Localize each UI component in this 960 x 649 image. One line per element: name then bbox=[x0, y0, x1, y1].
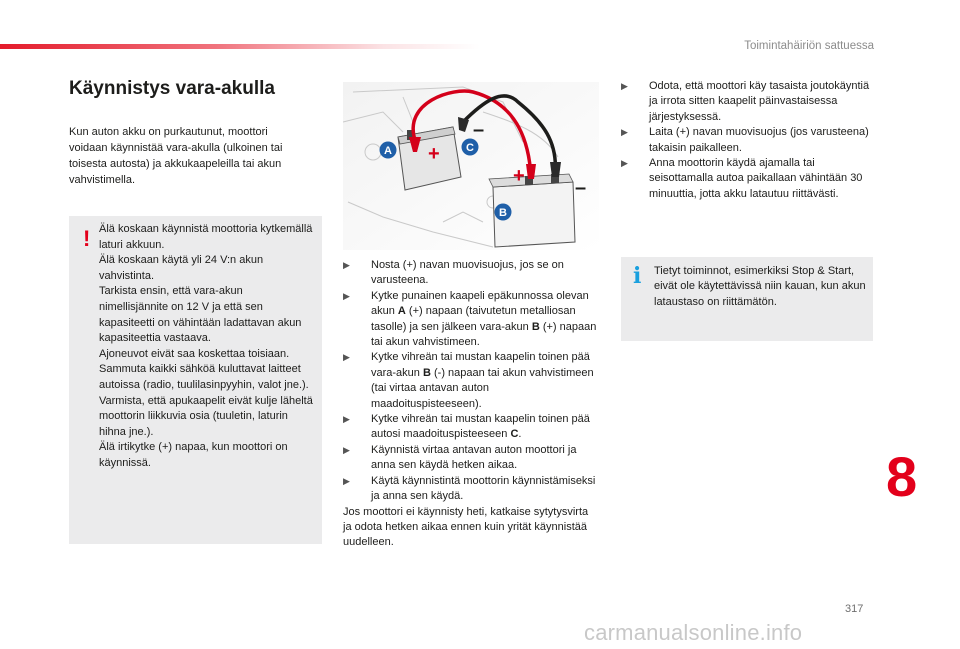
warning-text bbox=[99, 222, 314, 472]
step-text: Laita (+) navan muovisuojus (jos varusteena) takaisin paikalleen. bbox=[649, 126, 869, 154]
warning-line: Ajoneuvot eivät saa koskettaa toisiaan. bbox=[99, 347, 290, 360]
warning-line: Älä irtikytke (+) napaa, kun moottori on käynnissä. bbox=[99, 441, 288, 469]
step-text: . bbox=[518, 428, 522, 441]
label-a bbox=[380, 142, 397, 159]
steps-right-column bbox=[621, 79, 873, 202]
battery-ref: B bbox=[422, 366, 431, 379]
plus-sign-b: + bbox=[513, 165, 525, 187]
label-b-text: B bbox=[499, 207, 507, 219]
minus-sign-b: – bbox=[575, 177, 587, 199]
steps-right-list bbox=[621, 79, 873, 202]
exclamation-icon: ! bbox=[83, 226, 91, 251]
bullet-icon: ▶ bbox=[343, 290, 350, 301]
list-item bbox=[343, 474, 599, 505]
jump-start-illustration bbox=[343, 82, 599, 250]
list-item bbox=[621, 156, 873, 202]
list-item bbox=[621, 125, 873, 156]
step-text: (+) napaan (taivutetun metalliosan tasolle) ja sen jälkeen vara-akun bbox=[371, 305, 576, 333]
warning-line: Älä koskaan käynnistä moottoria kytkemällä laturi akkuun. bbox=[99, 223, 313, 251]
bullet-icon: ▶ bbox=[621, 81, 628, 91]
label-c bbox=[462, 139, 479, 156]
intro-paragraph: Kun auton akku on purkautunut, moottori voidaan käynnistää vara-akulla (ulkoinen tai toisesta autosta) ja akkukaapeleilla tai akun vahvistimella. bbox=[69, 126, 283, 186]
warning-line: Sammuta kaikki sähköä kuluttavat laitteet autoissa (radio, tuulilasinpyyhin, valot jne.). bbox=[99, 363, 309, 391]
list-item bbox=[343, 258, 599, 289]
section-header: Toimintahäiriön sattuessa bbox=[744, 40, 874, 52]
steps-middle-column bbox=[343, 258, 599, 551]
step-text: Kytke punainen kaapeli epäkunnossa olevan akun bbox=[371, 289, 589, 318]
warning-line: Varmista, että apukaapelit eivät kulje läheltä moottorin liikkuvia osia (tuuletin, laturin hihna jne.). bbox=[99, 394, 313, 438]
info-box bbox=[621, 257, 873, 341]
step-text: Odota, että moottori käy tasaista joutokäyntiä ja irrota sitten kaapelit päinvastaisessa järjestyksessä. bbox=[649, 80, 870, 123]
bullet-icon: ▶ bbox=[621, 158, 628, 169]
step-text: Käytä käynnistintä moottorin käynnistämiseksi ja anna sen käydä. bbox=[371, 474, 596, 503]
step-text: Nosta (+) navan muovisuojus, jos se on varusteena. bbox=[371, 259, 564, 287]
bullet-icon: ▶ bbox=[343, 414, 350, 425]
steps-middle-list bbox=[343, 258, 599, 505]
step-text: Kytke vihreän tai mustan kaapelin toinen pää autosi maadoituspisteeseen bbox=[371, 413, 590, 441]
bullet-icon: ▶ bbox=[343, 475, 350, 486]
page-title: Käynnistys vara-akulla bbox=[69, 78, 275, 99]
list-item bbox=[621, 79, 873, 125]
list-item bbox=[343, 350, 599, 412]
list-item bbox=[343, 412, 599, 443]
step-text: Anna moottorin käydä ajamalla tai seisottamalla autoa paikallaan vähintään 30 minuuttia, jotta akku latautuu riittävästi. bbox=[649, 157, 863, 200]
label-b bbox=[495, 204, 512, 221]
battery-ref: A bbox=[397, 305, 406, 318]
list-item bbox=[343, 289, 599, 351]
bullet-icon: ▶ bbox=[621, 127, 628, 138]
step-text: Kytke vihreän tai mustan kaapelin toinen pää vara-akun bbox=[371, 351, 590, 379]
info-icon: i bbox=[633, 263, 642, 289]
warning-line: Älä koskaan käytä yli 24 V:n akun vahvistinta. bbox=[99, 254, 264, 282]
info-text: Tietyt toiminnot, esimerkiksi Stop & Start, eivät ole käytettävissä niin kauan, kun akun lataustaso on riittämätön. bbox=[654, 265, 866, 308]
bullet-icon: ▶ bbox=[343, 444, 350, 455]
chapter-number: 8 bbox=[886, 445, 918, 508]
list-item bbox=[343, 443, 599, 474]
warning-box bbox=[69, 216, 322, 544]
page-number: 317 bbox=[845, 603, 864, 615]
step-text: (+) napaan tai akun vahvistimeen. bbox=[371, 320, 597, 349]
battery-ref: B bbox=[531, 320, 540, 333]
bullet-icon: ▶ bbox=[343, 260, 350, 270]
header-accent-bar bbox=[0, 44, 480, 49]
minus-sign-c: – bbox=[473, 119, 485, 141]
ground-ref: C bbox=[510, 428, 519, 441]
warning-line: Tarkista ensin, että vara-akun nimellisjännite on 12 V ja että sen kapasiteetti on vähintään ladattavan akun kapasiteettia vastaava. bbox=[99, 285, 302, 345]
bullet-icon: ▶ bbox=[343, 352, 350, 363]
plus-sign-a: + bbox=[428, 143, 440, 165]
step-text: Käynnistä virtaa antavan auton moottori ja anna sen käydä hetken aikaa. bbox=[371, 443, 577, 472]
watermark: carmanualsonline.info bbox=[584, 620, 803, 645]
label-a-text: A bbox=[384, 145, 392, 157]
step-text: (-) napaan tai akun vahvistimeen (tai virtaa antavan auton maadoituspisteeseen). bbox=[371, 366, 594, 410]
restart-note: Jos moottori ei käynnisty heti, katkaise sytytysvirta ja odota hetken aikaa ennen kuin yrität käynnistää uudelleen. bbox=[343, 505, 589, 549]
label-c-text: C bbox=[466, 142, 474, 154]
